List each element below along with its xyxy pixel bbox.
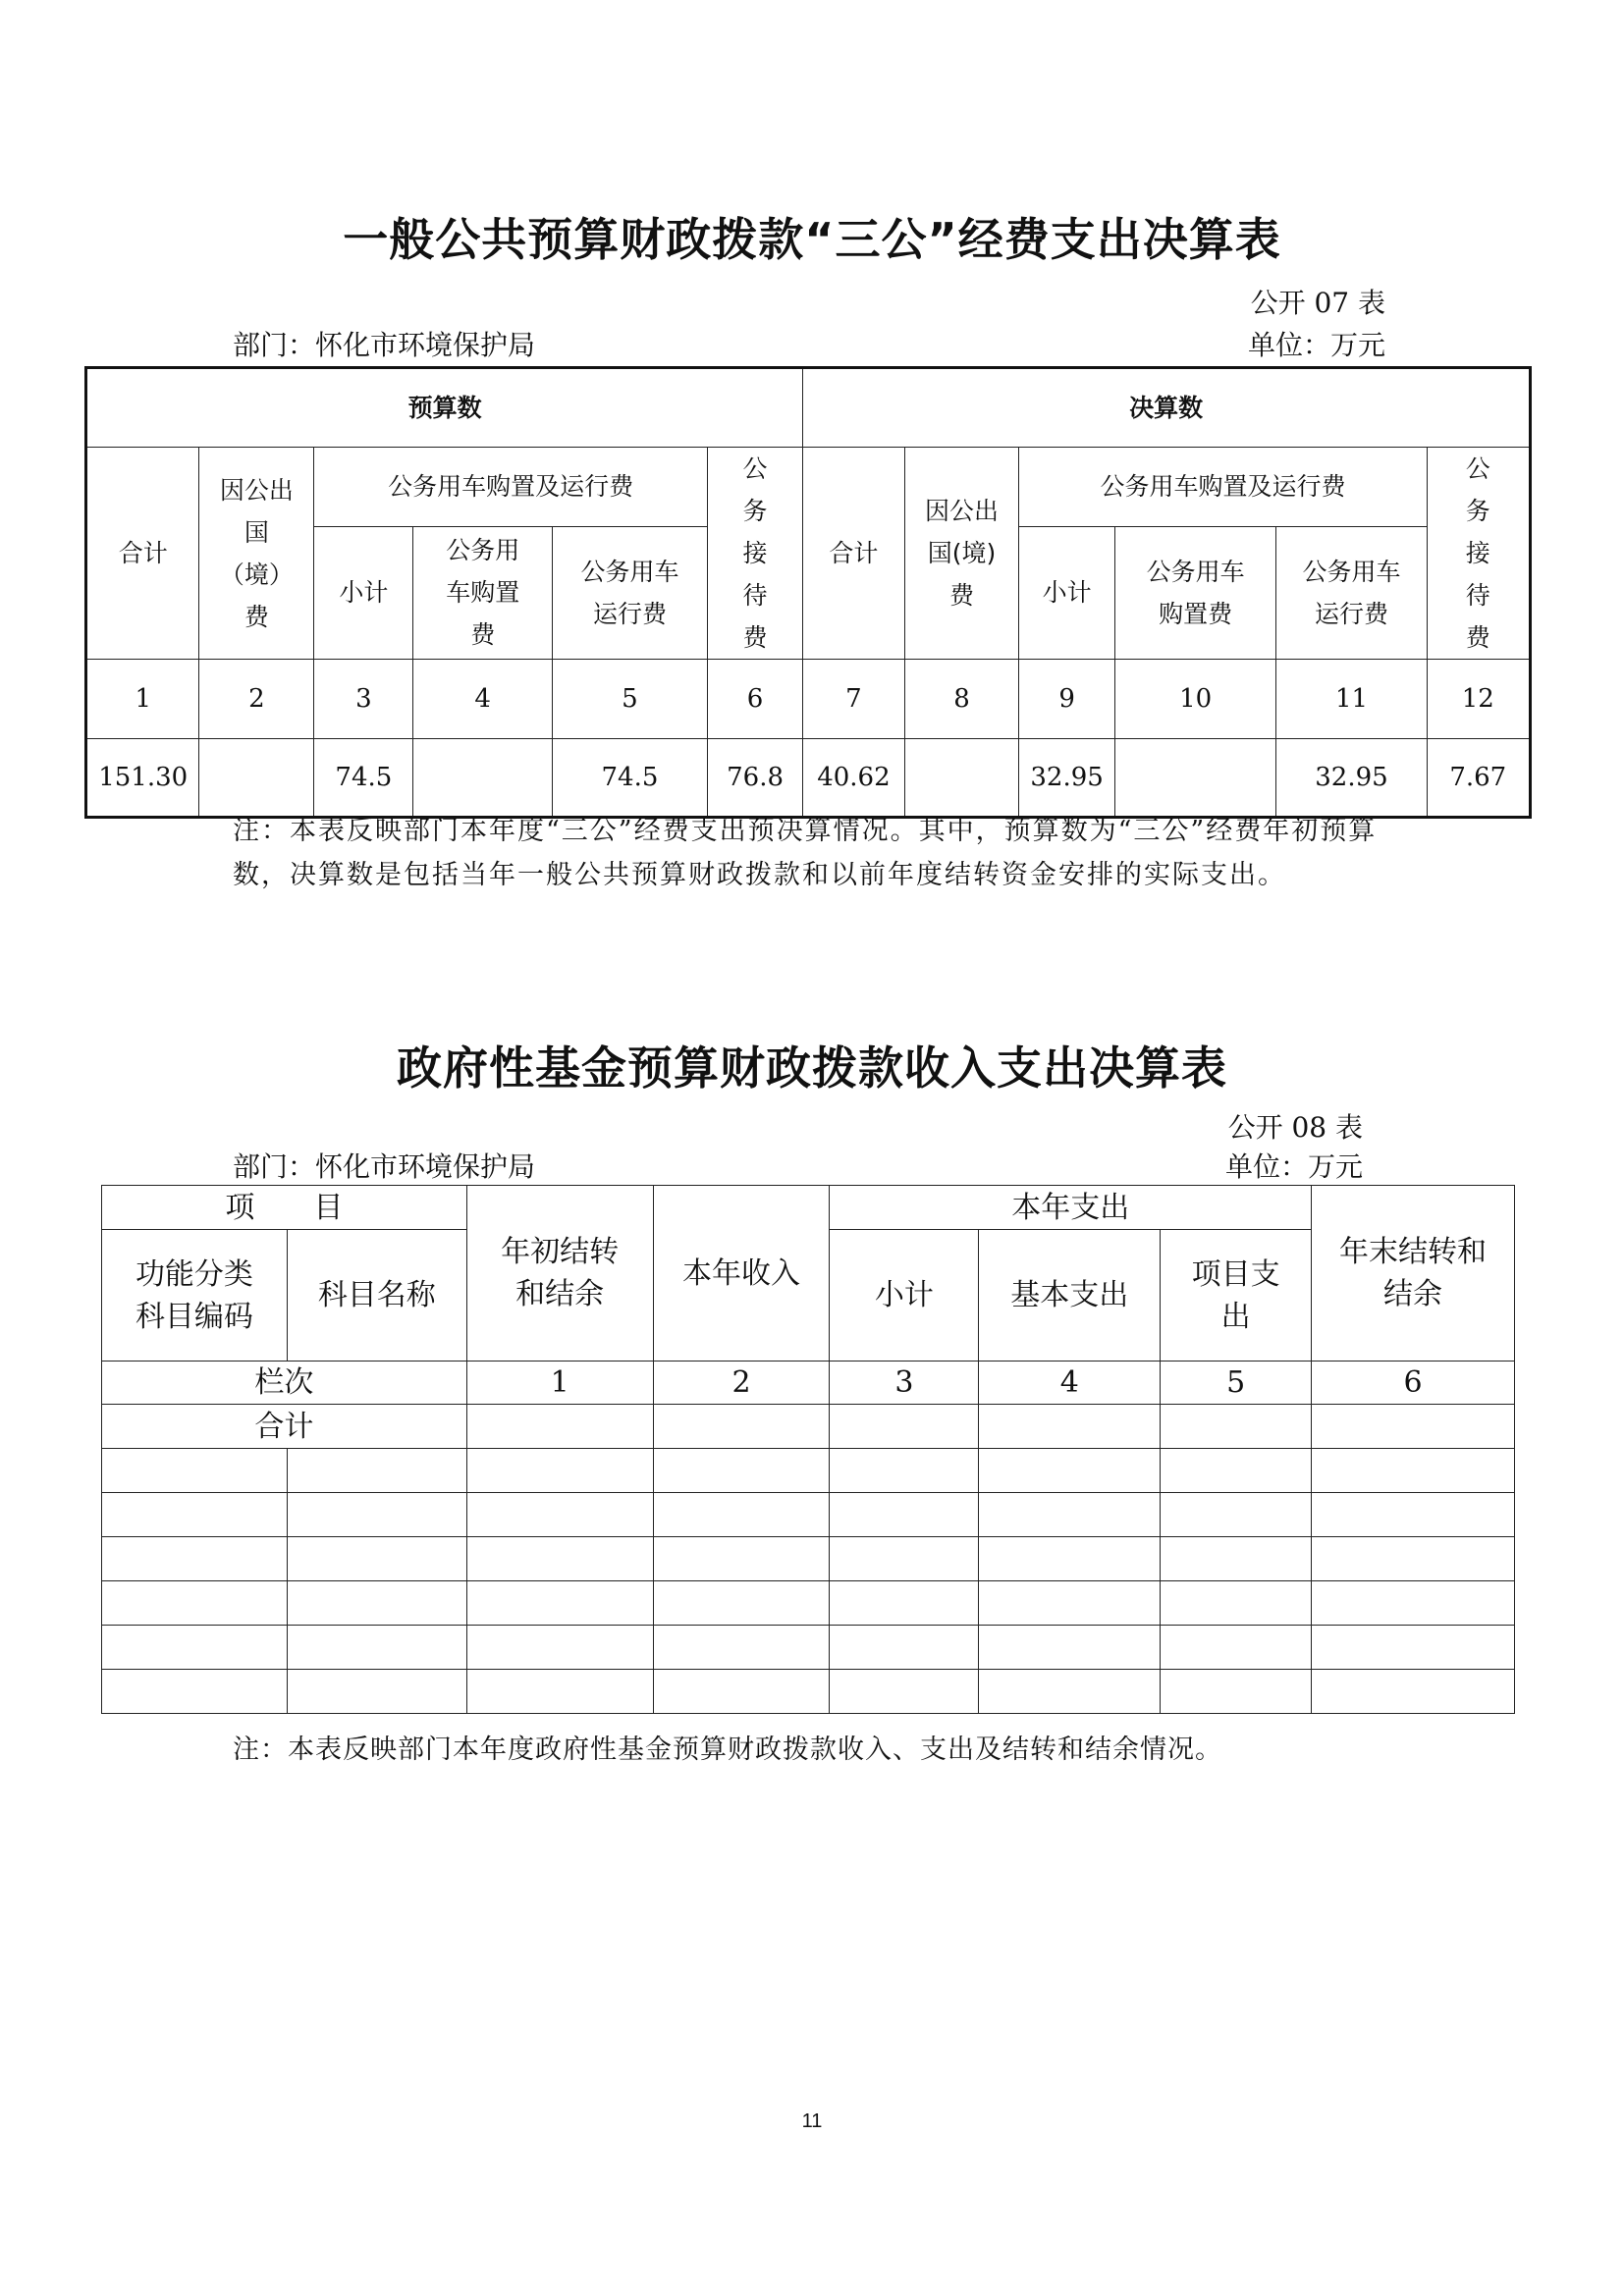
col-number: 12: [1427, 660, 1530, 739]
function-code-header: 功能分类科目编码: [102, 1230, 288, 1362]
col-number: 6: [707, 660, 802, 739]
total-label: 合计: [102, 1405, 467, 1449]
table1-department: 部门：怀化市环境保护局: [233, 329, 536, 361]
value-cell: [413, 739, 553, 818]
budget-running-header: 公务用车运行费: [553, 526, 708, 659]
table2-title: 政府性基金预算财政拨款收入支出决算表: [397, 1041, 1227, 1095]
project-expense-header: 项目支出: [1161, 1230, 1312, 1362]
col-number: 7: [803, 660, 904, 739]
income-header: 本年收入: [653, 1186, 830, 1362]
value-cell: 32.95: [1019, 739, 1114, 818]
table1-note: 注：本表反映部门本年度“三公”经费支出预决算情况。其中，预算数为“三公”经费年初预算数，决算数是包括当年一般公共预算财政拨款和以前年度结转资金安排的实际支出。: [233, 816, 1378, 890]
table1-unit: 单位：万元: [1247, 329, 1385, 361]
col-number: 1: [466, 1362, 653, 1405]
table2-unit: 单位：万元: [1224, 1150, 1363, 1183]
table-row: [102, 1626, 1515, 1670]
column-number-row: [102, 1362, 1515, 1405]
col-number: 1: [86, 660, 199, 739]
total-row: [102, 1405, 1515, 1449]
table2-number: 公开 08 表: [1227, 1111, 1363, 1144]
table-row: [102, 1670, 1515, 1714]
table-row: [102, 1449, 1515, 1493]
col-number: 3: [830, 1362, 979, 1405]
table1-title: 一般公共预算财政拨款“三公”经费支出决算表: [343, 213, 1281, 266]
budget-total-header: 合计: [86, 448, 199, 660]
budget-reception-header: 公务接待费: [707, 448, 802, 660]
three-public-expense-table: [84, 366, 1532, 819]
expense-header: 本年支出: [830, 1186, 1312, 1230]
table-row: [102, 1537, 1515, 1581]
col-number: 8: [904, 660, 1019, 739]
col-number: 2: [199, 660, 314, 739]
final-header: 决算数: [803, 368, 1531, 448]
column-label: 栏次: [102, 1362, 467, 1405]
carryover-end-header: 年末结转和结余: [1312, 1186, 1515, 1362]
final-running-header: 公务用车运行费: [1276, 526, 1427, 659]
expense-subtotal-header: 小计: [830, 1230, 979, 1362]
final-reception-header: 公务接待费: [1427, 448, 1530, 660]
col-number: 3: [314, 660, 413, 739]
col-number: 11: [1276, 660, 1427, 739]
value-cell: 74.5: [553, 739, 708, 818]
value-cell: 74.5: [314, 739, 413, 818]
subject-name-header: 科目名称: [287, 1230, 466, 1362]
table1-number: 公开 07 表: [1250, 287, 1385, 319]
value-cell: 7.67: [1427, 739, 1530, 818]
value-cell: [904, 739, 1019, 818]
col-number: 10: [1114, 660, 1276, 739]
final-total-header: 合计: [803, 448, 904, 660]
page-number: 11: [801, 2110, 823, 2132]
value-row: [86, 739, 1531, 818]
col-number: 5: [1161, 1362, 1312, 1405]
value-cell: 32.95: [1276, 739, 1427, 818]
table2-department: 部门：怀化市环境保护局: [233, 1150, 536, 1183]
basic-expense-header: 基本支出: [979, 1230, 1161, 1362]
value-cell: 40.62: [803, 739, 904, 818]
final-subtotal-header: 小计: [1019, 526, 1114, 659]
budget-header: 预算数: [86, 368, 803, 448]
final-purchase-header: 公务用车购置费: [1114, 526, 1276, 659]
table-row: [102, 1493, 1515, 1537]
budget-purchase-header: 公务用车购置费: [413, 526, 553, 659]
col-number: 2: [653, 1362, 830, 1405]
government-fund-table: [101, 1185, 1515, 1714]
col-number: 6: [1312, 1362, 1515, 1405]
budget-vehicle-header: 公务用车购置及运行费: [314, 448, 707, 527]
value-cell: [199, 739, 314, 818]
value-cell: [1114, 739, 1276, 818]
col-number: 4: [979, 1362, 1161, 1405]
col-number: 9: [1019, 660, 1114, 739]
final-vehicle-header: 公务用车购置及运行费: [1019, 448, 1427, 527]
table2-note: 注：本表反映部门本年度政府性基金预算财政拨款收入、支出及结转和结余情况。: [233, 1735, 1222, 1765]
col-number: 5: [553, 660, 708, 739]
value-cell: 151.30: [86, 739, 199, 818]
col-number: 4: [413, 660, 553, 739]
budget-abroad-header: 因公出国（境）费: [199, 448, 314, 660]
final-abroad-header: 因公出国(境)费: [904, 448, 1019, 660]
column-number-row: [86, 660, 1531, 739]
budget-subtotal-header: 小计: [314, 526, 413, 659]
item-header: 项 目: [102, 1186, 467, 1230]
table-row: [102, 1581, 1515, 1626]
carryover-begin-header: 年初结转和结余: [466, 1186, 653, 1362]
value-cell: 76.8: [707, 739, 802, 818]
